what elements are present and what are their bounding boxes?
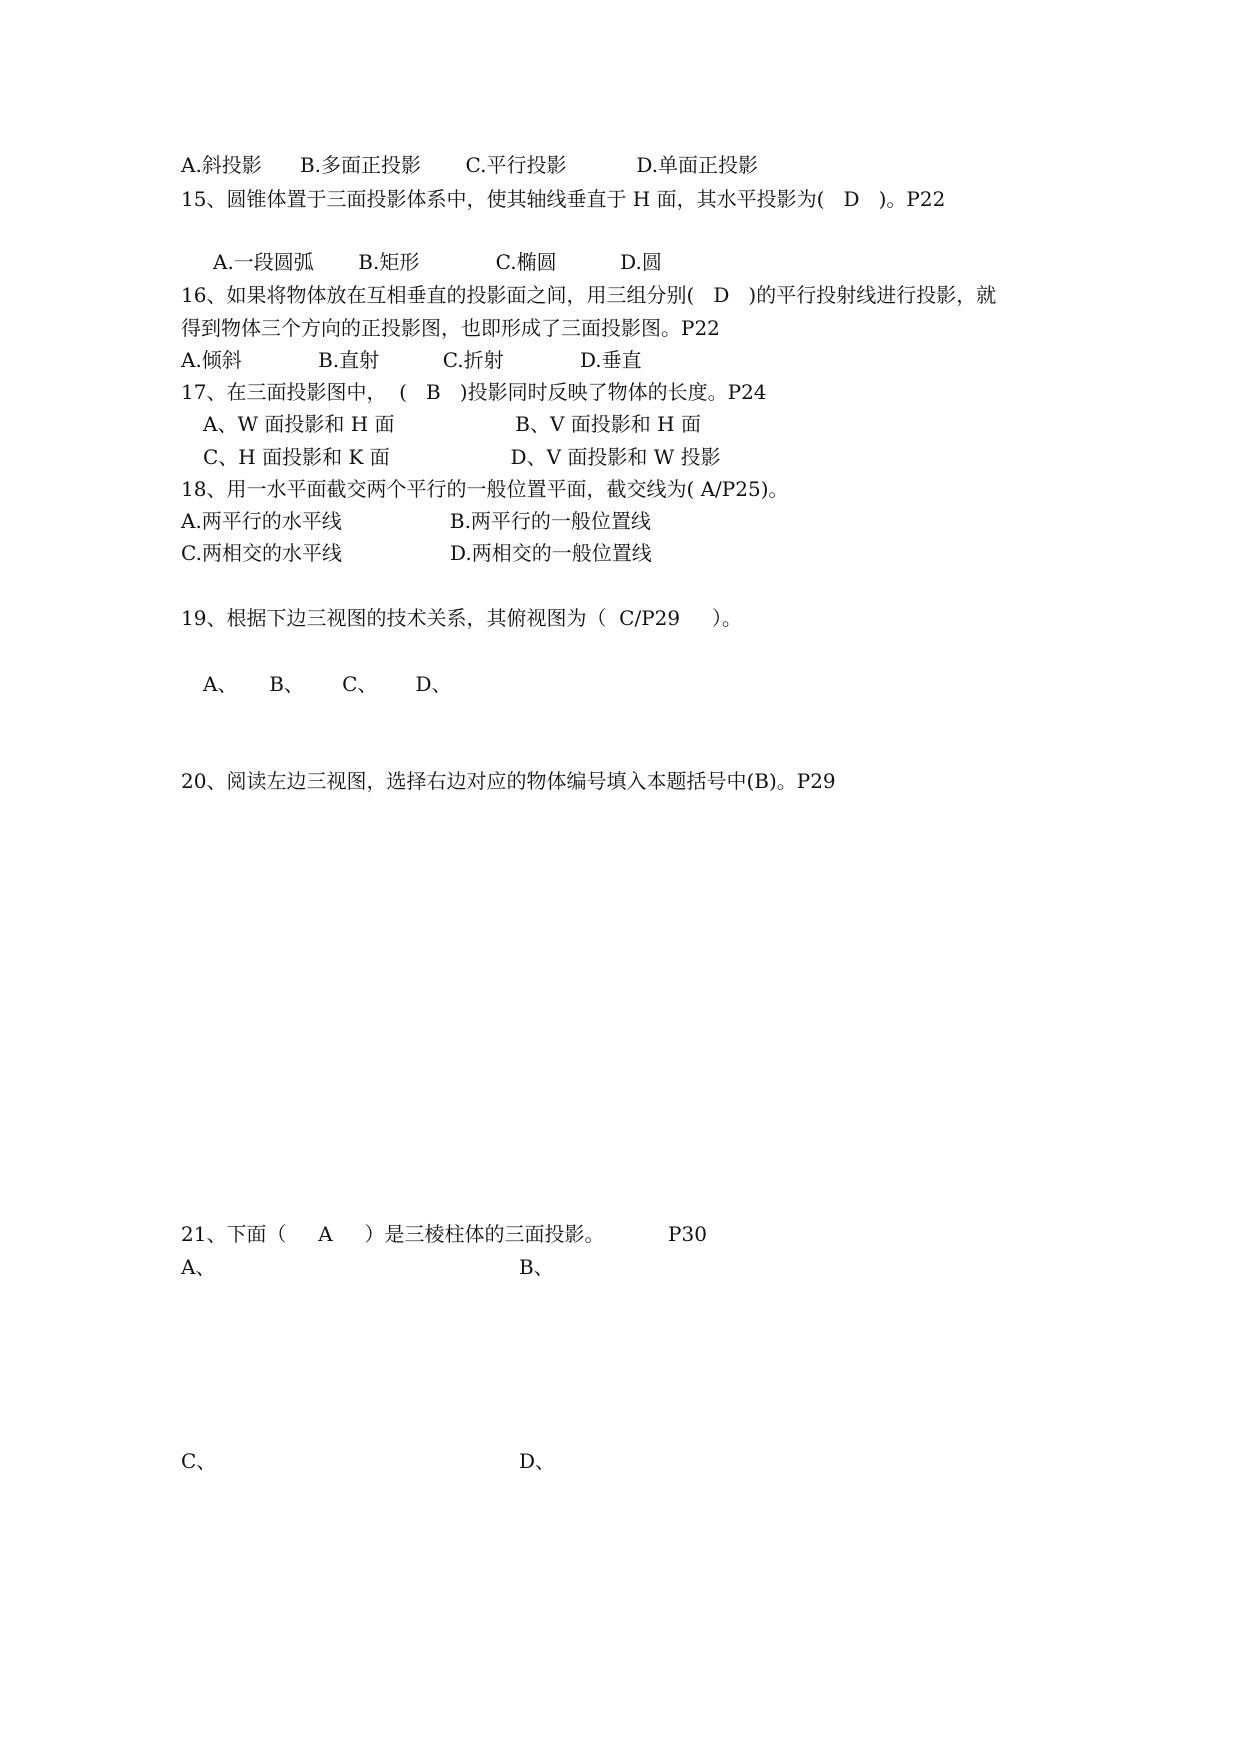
- q15-question: 15、圆锥体置于三面投影体系中，使其轴线垂直于 H 面，其水平投影为( D )。P22: [181, 187, 946, 211]
- q21-option-c-label: C、: [181, 1449, 217, 1473]
- q14-options: A.斜投影 B.多面正投影 C.平行投影 D.单面正投影: [181, 153, 759, 177]
- q17-question: 17、在三面投影图中， ( B )投影同时反映了物体的长度。P24: [181, 380, 767, 404]
- q19-question: 19、根据下边三视图的技术关系，其俯视图为（ C/P29 ）。: [181, 606, 742, 630]
- q18-options-cd: C.两相交的水平线 D.两相交的一般位置线: [181, 541, 652, 565]
- q15-options: A.一段圆弧 B.矩形 C.椭圆 D.圆: [213, 250, 662, 274]
- q16-question-line1: 16、如果将物体放在互相垂直的投影面之间，用三组分别( D )的平行投射线进行投影，就: [181, 283, 997, 307]
- q21-question: 21、下面（ A ）是三棱柱体的三面投影。 P30: [181, 1222, 707, 1246]
- q17-options-cd: C、H 面投影和 K 面 D、V 面投影和 W 投影: [203, 445, 721, 469]
- q16-question-line2: 得到物体三个方向的正投影图，也即形成了三面投影图。P22: [181, 316, 720, 340]
- q16-options: A.倾斜 B.直射 C.折射 D.垂直: [181, 348, 642, 372]
- q18-question: 18、用一水平面截交两个平行的一般位置平面，截交线为( A/P25)。: [181, 477, 789, 501]
- q21-option-a-label: A、: [181, 1255, 216, 1279]
- q17-options-ab: A、W 面投影和 H 面 B、V 面投影和 H 面: [203, 412, 701, 436]
- q20-question: 20、阅读左边三视图，选择右边对应的物体编号填入本题括号中(B)。P29: [181, 769, 836, 793]
- q19-options: A、 B、 C、 D、: [203, 672, 452, 696]
- q21-option-d-label: D、: [519, 1449, 556, 1473]
- q21-option-b-label: B、: [519, 1255, 554, 1279]
- q18-options-ab: A.两平行的水平线 B.两平行的一般位置线: [181, 509, 651, 533]
